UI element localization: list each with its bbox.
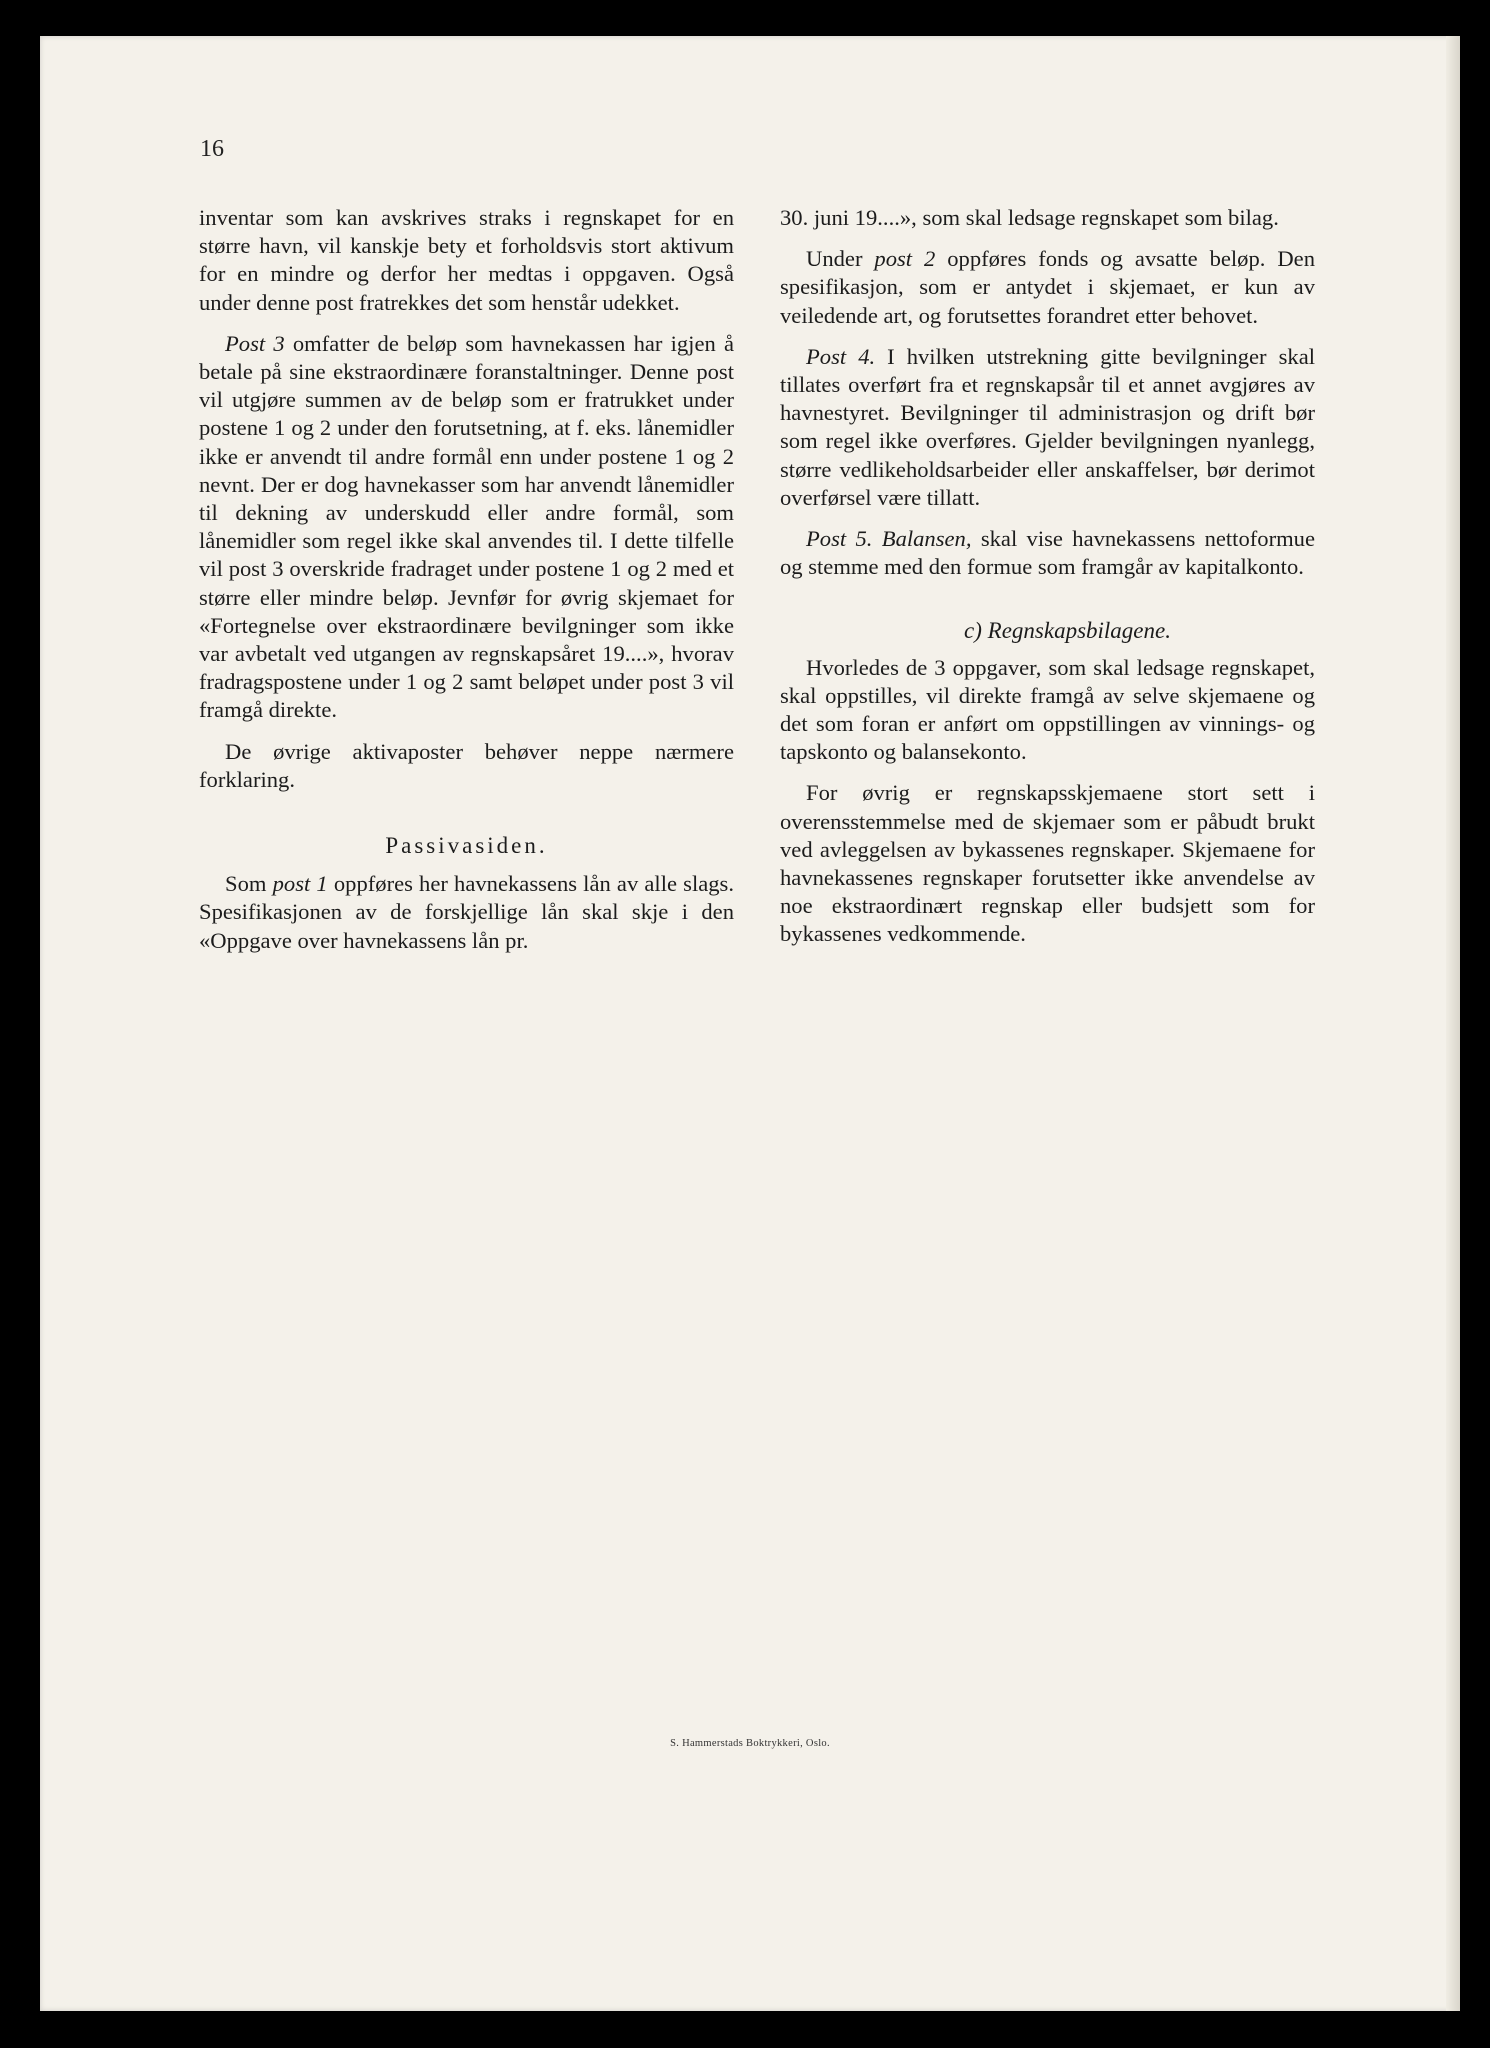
paragraph-text: Under <box>806 246 875 272</box>
paragraph-text: omfatter de beløp som havnekassen har igjen å betale på sine ekstraordinære foranstaltninger. Denne post vil utgjøre summen av de beløp som er fratrukket under postene 1 og 2 under den forutsetning, at f. eks. lånemidler ikke er anvendt til andre formål enn under postene 1 og 2 nevnt. Der er dog havnekasser som har anvendt lånemidler til dekning av underskudd eller andre formål, som lånemidler som regel ikke skal anvendes til. I dette tilfelle vil post 3 overskride fradraget under postene 1 og 2 med et større eller mindre beløp. Jevnfør for øvrig skjemaet for «Fortegnelse over ekstraordinære bevilgninger som ikke var avbetalt ved utgangen av regnskapsåret 19....», hvorav fradragspostene under 1 og 2 samt beløpet under post 3 vil framgå direkte. <box>199 330 734 723</box>
post-label: Post 4. <box>806 343 876 369</box>
paragraph-text: Som <box>225 871 273 897</box>
document-page <box>40 36 1460 2011</box>
paragraph-text: skal vise havnekassens nettoformue og stemme med den formue som framgår av kapitalkonto. <box>780 526 1315 580</box>
left-column <box>199 204 734 968</box>
post-label: Post 5. Balansen, <box>806 526 972 552</box>
paragraph: For øvrig er regnskapsskjemaene stort sett i overensstemmelse med de skjemaer som er påbudt brukt ved avleggelsen av bykassenes regnskaper. Skjemaene for havnekassenes regnskaper forutsetter ikke anvendelse av noe ekstraordinært regnskap eller budsjett som for bykassenes vedkommende. <box>780 780 1315 947</box>
section-subheading: c) Regnskapsbilagene. <box>964 618 1171 644</box>
section-heading: Passivasiden. <box>385 833 548 859</box>
paragraph-text: I hvilken utstrekning gitte bevilgninger skal tillates overført fra et regnskapsår til et annet avgjøres av havnestyret. Bevilgninger til administrasjon og drift bør som regel ikke overføres. Gjelder bevilgningen nyanlegg, større vedlikeholdsarbeider eller anskaffelser, bør derimot overførsel være tillatt. <box>780 343 1315 510</box>
paragraph: De øvrige aktivaposter behøver neppe nærmere forklaring. <box>199 738 734 792</box>
right-column <box>780 204 1315 962</box>
paragraph-text: oppføres her havnekassens lån av alle slags. Spesifikasjonen av de forskjellige lån skal skje i den «Oppgave over havnekassens lån pr. <box>199 871 734 953</box>
post-label: post 2 <box>874 246 936 272</box>
page-number: 16 <box>200 136 224 162</box>
paragraph <box>199 330 734 725</box>
paragraph <box>780 245 1315 330</box>
paragraph: Hvorledes de 3 oppgaver, som skal ledsage regnskapet, skal oppstilles, vil direkte framgå av selve skjemaene og det som foran er anført om oppstillingen av vinnings- og tapskonto og balansekonto. <box>780 654 1315 765</box>
paragraph <box>199 870 734 955</box>
paragraph <box>780 525 1315 581</box>
post-label: post 1 <box>272 871 328 897</box>
paragraph-text: oppføres fonds og avsatte beløp. Den spesifikasjon, som er antydet i skjemaet, er kun av veiledende art, og forutsettes forandret etter behovet. <box>780 246 1315 328</box>
paragraph: 30. juni 19....», som skal ledsage regnskapet som bilag. <box>780 205 1279 230</box>
printer-imprint: S. Hammerstads Boktrykkeri, Oslo. <box>670 1738 830 1749</box>
post-label: Post 3 <box>225 330 285 356</box>
paragraph: inventar som kan avskrives straks i regnskapet for en større havn, vil kanskje bety et forholdsvis stort aktivum for en mindre og derfor her medtas i oppgaven. Også under denne post fratrekkes det som henstår udekket. <box>199 205 734 315</box>
paragraph <box>780 343 1315 512</box>
